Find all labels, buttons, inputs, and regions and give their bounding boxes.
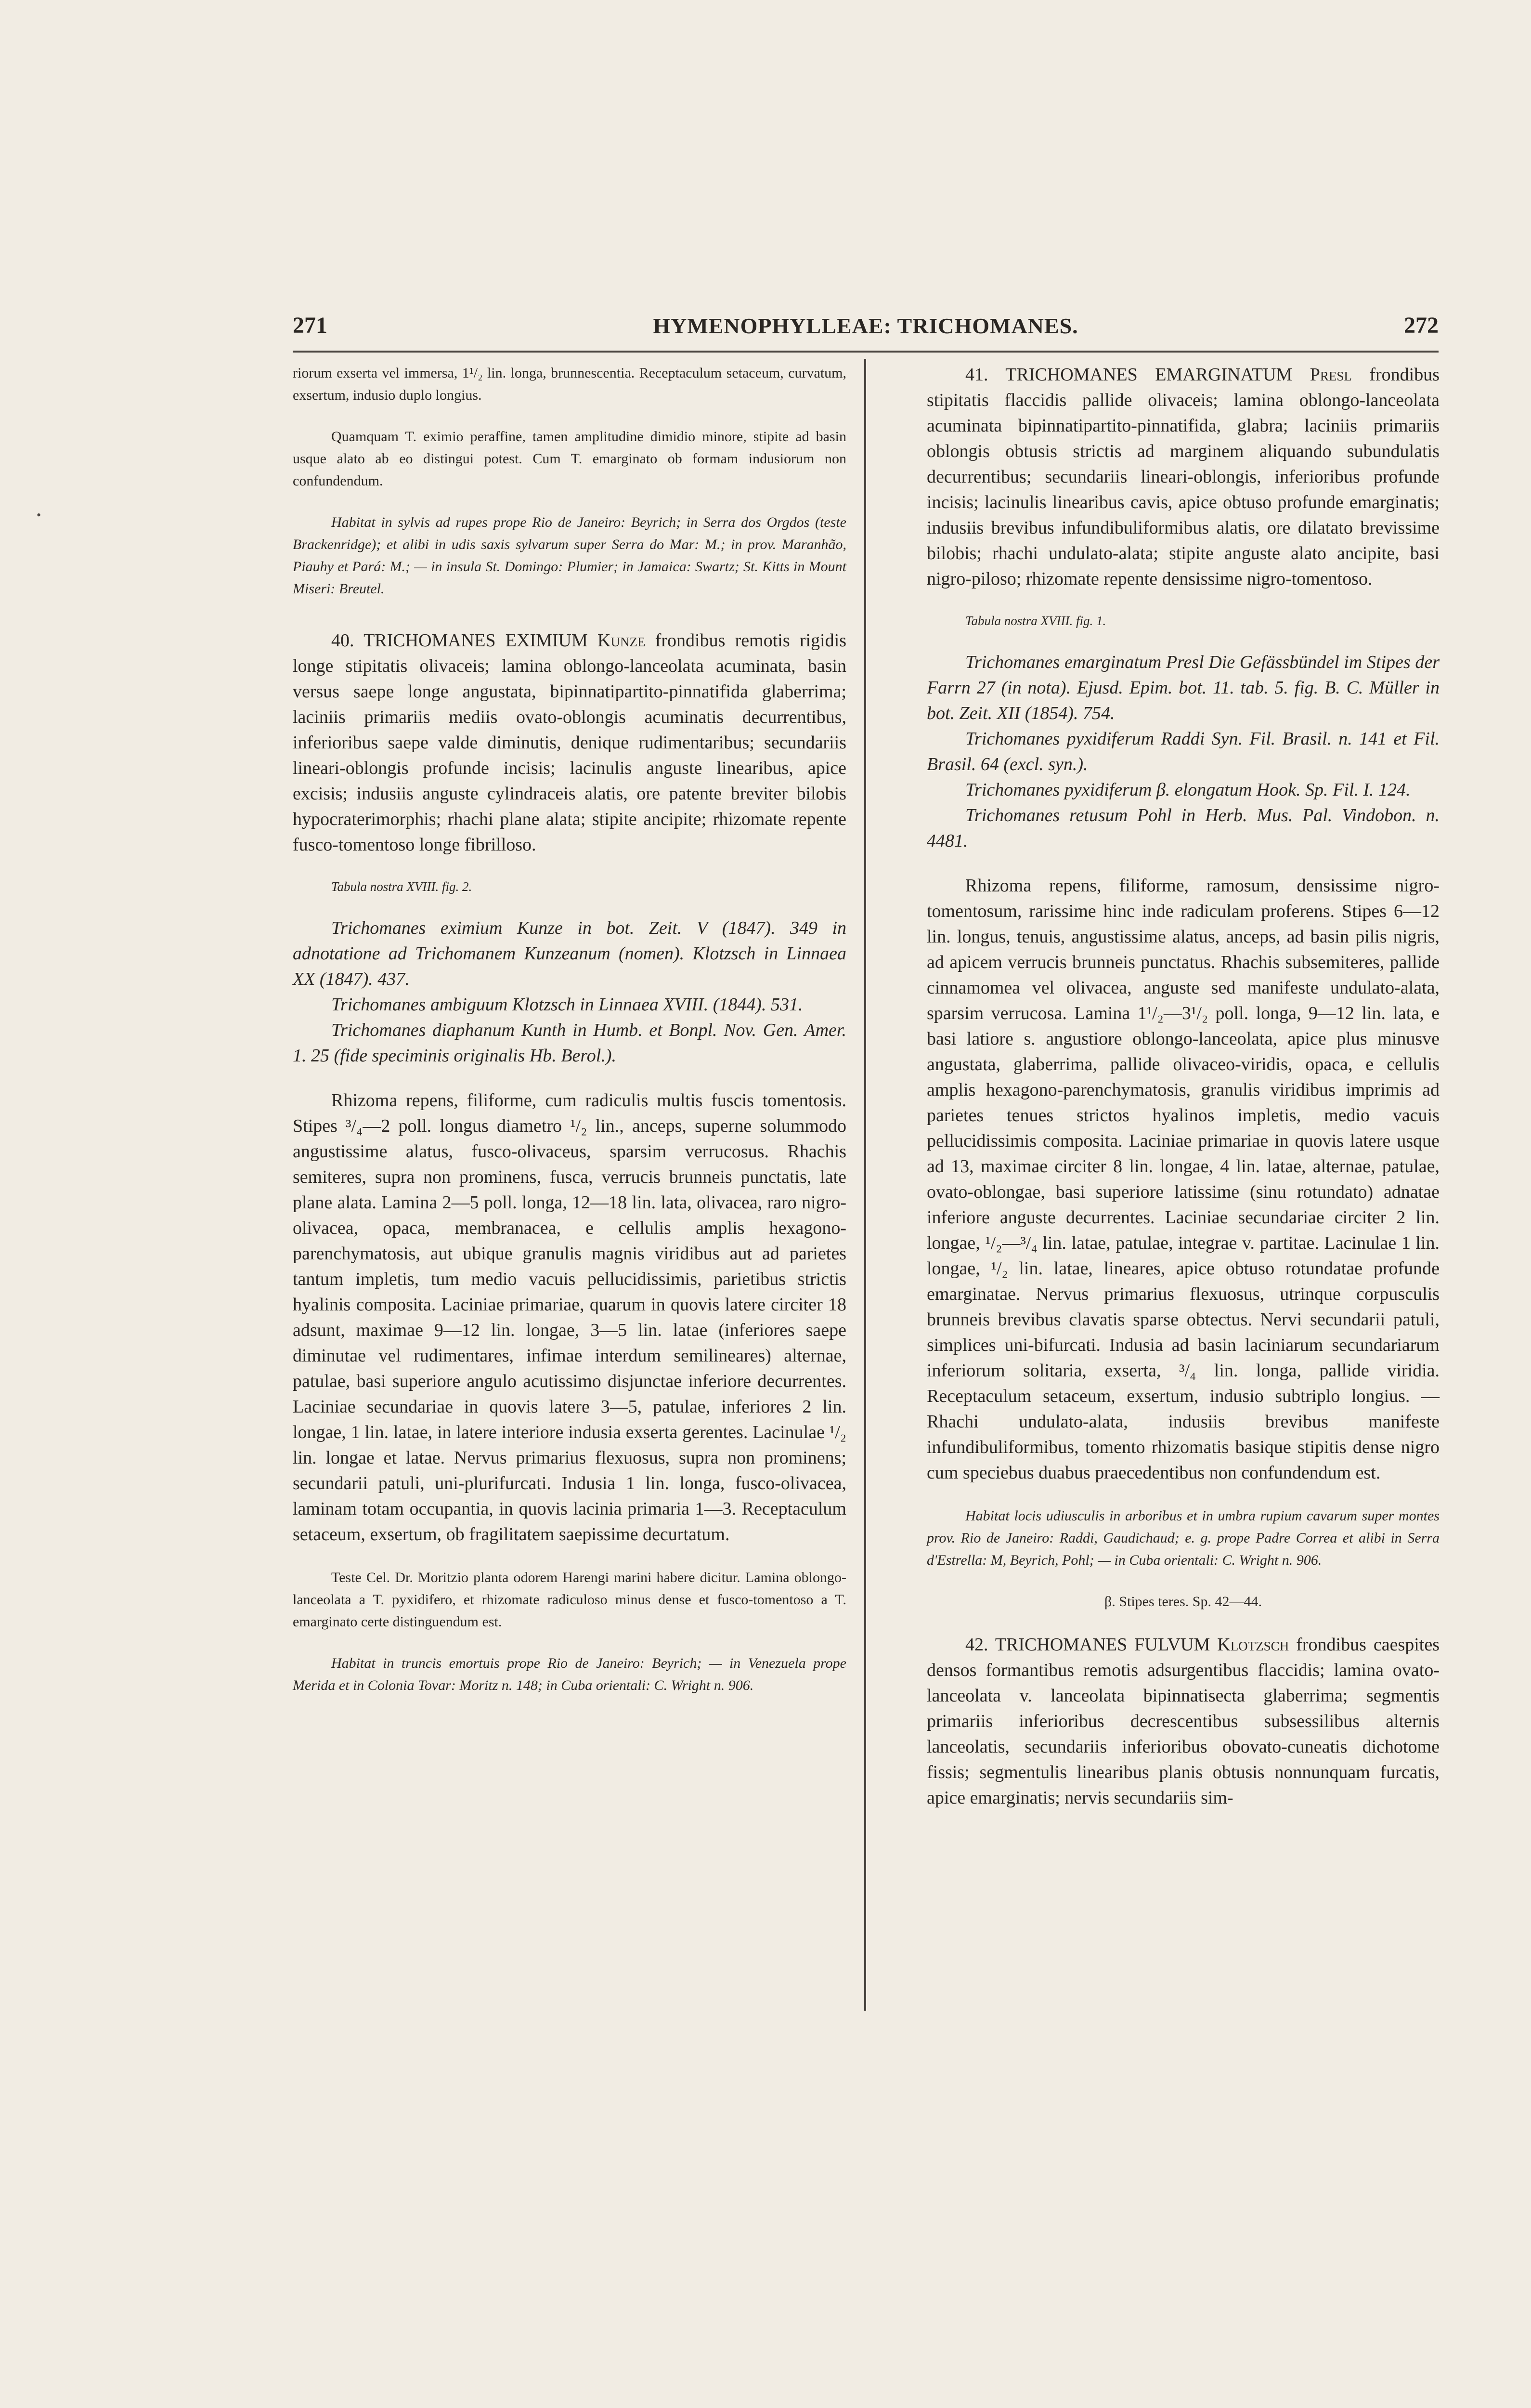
species-number: 41. [965,365,988,385]
species-42-diagnosis [927,1632,1440,1811]
synonym-1: Trichomanes eximium Kunze in bot. Zeit. V (1847). 349 in adnotatione ad Trichomanem Kunzeanum (nomen). Klotzsch in Linnaea XX (1847). 437. [293,918,846,989]
comparison-note: Quamquam T. eximio peraffine, tamen amplitudine dimidio minore, stipite ad basin usque alato ab eo distingui potest. Cum T. emarginato ob formam indusiorum non confundendum. [293,429,846,489]
left-column [293,362,846,1697]
species-41-description: Rhizoma repens, filiforme, ramosum, densissime nigro-tomentosum, rarissime hinc inde radiculam proferens. Stipes 6—12 lin. longus, tenuis, angustissime alatus, anceps, ad basin pilis nigris, ad apicem verrucis brunneis punctatus. Rhachis subsemiteres, pallide cinnamomea vel olivacea, anguste sed manifeste undulato-alata, sparsim verrucosa. Lamina 1¹/₂—3¹/₂ poll. longa, 9—12 lin. lata, e basi latiore s. angustiore oblongo-lanceolata, apice plus minusve angustata, glaberrima, pallide olivaceo-viridis, opaca, e cellulis amplis hexagono-parenchymatosis, granulis viridibus imprimis ad parietes tenues strictos hyalinos impletis, medio vacuis pellucidissimis composita. Laciniae primariae in quovis latere usque ad 13, maximae circiter 8 lin. longae, 4 lin. latae, alternae, patulae, ovato-oblongae, basi superiore latissime (sinu rotundato) adnatae inferiore anguste decurrentes. Laciniae secundariae circiter 2 lin. longae, ¹/₂—³/₄ lin. latae, patulae, integrae v. partitae. Lacinulae 1 lin. longae, ¹/₂ lin. latae, lineares, apice obtuso rotundatae profunde emarginatae. Nervus primarius flexuosus, utrinque corpusculis brunneis brevibus clavatis sparse obtectus. Nervi secundarii patuli, simplices uni-bifurcati. Indusia ad basin laciniarum secundariarum inferiorum solitaria, exserta, ³/₄ lin. longa, pallide viridia. Receptaculum setaceum, exsertum, indusio subtriplo longius. — Rhachi undulato-alata, indusiis brevibus manifeste infundibuliformibus, tomento rhizomatis basique stipitis dense nigro cum speciebus duabus praecedentibus non confundendum est. [927,876,1440,1483]
synonym-2: Trichomanes pyxidiferum Raddi Syn. Fil. Brasil. n. 141 et Fil. Brasil. 64 (excl. syn.). [927,729,1440,774]
plate-reference: Tabula nostra XVIII. fig. 2. [331,879,472,894]
synonym-4: Trichomanes retusum Pohl in Herb. Mus. Pal. Vindobon. n. 4481. [927,805,1440,851]
species-41-habitat: Habitat locis udiusculis in arboribus et in umbra rupium cavarum super montes prov. Rio de Janeiro: Raddi, Gaudichaud; e. g. prope Padre Correa et alibi in Serra d'Estrella: M, Beyrich, Pohl; — in Cuba orientali: C. Wright n. 906. [927,1508,1440,1568]
right-page-number: 272 [1404,313,1439,338]
species-author: Klotzsch [1217,1635,1289,1655]
species-number: 42. [965,1635,988,1655]
right-column [927,362,1440,1811]
species-name: TRICHOMANES EMARGINATUM [1005,365,1293,385]
species-name: TRICHOMANES EXIMIUM [363,630,588,651]
synonym-3: Trichomanes diaphanum Kunth in Humb. et Bonpl. Nov. Gen. Amer. 1. 25 (fide speciminis originalis Hb. Berol.). [293,1020,846,1066]
species-author: Presl [1310,365,1352,385]
species-40-diagnosis [293,628,846,858]
column-divider [864,359,866,2011]
running-title: HYMENOPHYLLEAE: TRICHOMANES. [653,314,1078,338]
section-heading: β. Stipes teres. Sp. 42—44. [1104,1594,1262,1610]
species-40-habitat: Habitat in truncis emortuis prope Rio de Janeiro: Beyrich; — in Venezuela prope Merida et in Colonia Tovar: Moritz n. 148; in Cuba orientali: C. Wright n. 906. [293,1655,846,1693]
synonym-1: Trichomanes emarginatum Presl Die Gefässbündel im Stipes der Farrn 27 (in nota). Ejusd. Epim. bot. 11. tab. 5. fig. B. C. Müller in bot. Zeit. XII (1854). 754. [927,652,1440,723]
species-author: Kunze [597,630,646,651]
diagnosis-text: frondibus caespites densos formantibus remotis adsurgentibus flaccidis; lamina ovato-lanceolata v. lanceolata bipinnatisecta glaberrima; segmentis primariis inferioribus decrescentibus subsessilibus alternis lanceolatis, secundariis inferioribus obovato-cuneatis dichotome fissis; segmentulis linearibus planis obtusis nonnunquam furcatis, apice emarginatis; nervis secundariis sim- [927,1635,1440,1808]
continued-description: riorum exserta vel immersa, 1¹/₂ lin. longa, brunnescentia. Receptaculum setaceum, curvatum, exsertum, indusio duplo longius. [293,365,846,403]
synonym-2: Trichomanes ambiguum Klotzsch in Linnaea XVIII. (1844). 531. [331,995,803,1015]
plate-reference: Tabula nostra XVIII. fig. 1. [965,614,1106,628]
margin-mark: • [37,508,41,522]
species-40-description: Rhizoma repens, filiforme, cum radiculis multis fuscis tomentosis. Stipes ³/₄—2 poll. longus diametro ¹/₂ lin., anceps, superne solummodo angustissime alatus, fusco-olivaceus, sparsim verrucosus. Rhachis semiteres, supra non prominens, fusca, verrucis brunneis punctatis, late plane alata. Lamina 2—5 poll. longa, 12—18 lin. lata, olivacea, raro nigro-olivacea, opaca, membranacea, e cellulis amplis hexagono-parenchymatosis, aut ubique granulis magnis viridibus aut ad parietes tantum impletis, tum medio vacuis pellucidissimis, parietibus strictis hyalinis composita. Laciniae primariae, quarum in quovis latere circiter 18 adsunt, maximae 9—12 lin. longae, 3—5 lin. latae (inferiores saepe diminutae vel rudimentares, infimae interdum semilineares) alternae, patulae, basi superiore angulo acutissimo disjunctae inferiore decurrentes. Laciniae secundariae in quovis latere 3—5, patulae, inferiores 2 lin. longae, 1 lin. latae, in latere interiore indusia exserta gerentes. Lacinulae ¹/₂ lin. longae et latae. Nervus primarius flexuosus, supra non prominens; secundarii patuli, uni-plurifurcati. Indusia 1 lin. longa, fusco-olivacea, laminam totam occupantia, in quovis lacinia primaria 1—3. Receptaculum setaceum, exsertum, ob fragilitatem saepissime decurtatum. [293,1090,846,1544]
species-40-note: Teste Cel. Dr. Moritzio planta odorem Harengi marini habere dicitur. Lamina oblongo-lanceolata a T. pyxidifero, et rhizomate radiculoso minus dense et fusco-tomentoso a T. emarginato certe distinguendum est. [293,1570,846,1630]
running-header [293,312,1439,341]
synonym-3: Trichomanes pyxidiferum β. elongatum Hook. Sp. Fil. I. 124. [965,780,1411,800]
diagnosis-text: frondibus stipitatis flaccidis pallide olivaceis; lamina oblongo-lanceolata acuminata bipinnatipartito-pinnatifida, glabra; laciniis primariis oblongis obtusis strictis ad marginem aliquando subundulatis decurrentibus; secundariis lineari-oblongis, inferioribus profunde incisis; lacinulis linearibus cavis, apice obtuso profunde emarginatis; indusiis brevibus infundibuliformibus alatis, ore dilatato brevissime bilobis; rhachi undulato-alata; stipite anguste alato ancipite, basi nigro-piloso; rhizomate repente densissime nigro-tomentoso. [927,365,1440,589]
diagnosis-text: frondibus remotis rigidis longe stipitatis olivaceis; lamina oblongo-lanceolata acuminata, basin versus saepe longe angustata, bipinnatipartito-pinnatifida glaberrima; laciniis primariis mediis ovato-oblongis acuminatis decurrentibus, inferioribus saepe valde diminutis, denique rudimentaribus; secundariis lineari-oblongis profunde incisis; lacinulis anguste linearibus, apice excisis; indusiis anguste cylindraceis alatis, ore patente breviter bilobis hypocraterimorphis; rhachi plane alata; stipite ancipite; rhizomate repente fusco-tomentoso longe fibrilloso. [293,630,847,855]
species-number: 40. [331,630,354,651]
left-page-number: 271 [293,313,327,338]
header-rule [293,351,1439,353]
habitat-paragraph: Habitat in sylvis ad rupes prope Rio de Janeiro: Beyrich; in Serra dos Orgdos (teste Brackenridge); et alibi in udis saxis sylvarum super Serra do Mar: M.; in prov. Maranhão, Piauhy et Pará: M.; — in insula St. Domingo: Plumier; in Jamaica: Swartz; St. Kitts in Mount Miseri: Breutel. [293,514,846,597]
species-name: TRICHOMANES FULVUM [995,1635,1210,1655]
species-41-diagnosis [927,362,1440,592]
